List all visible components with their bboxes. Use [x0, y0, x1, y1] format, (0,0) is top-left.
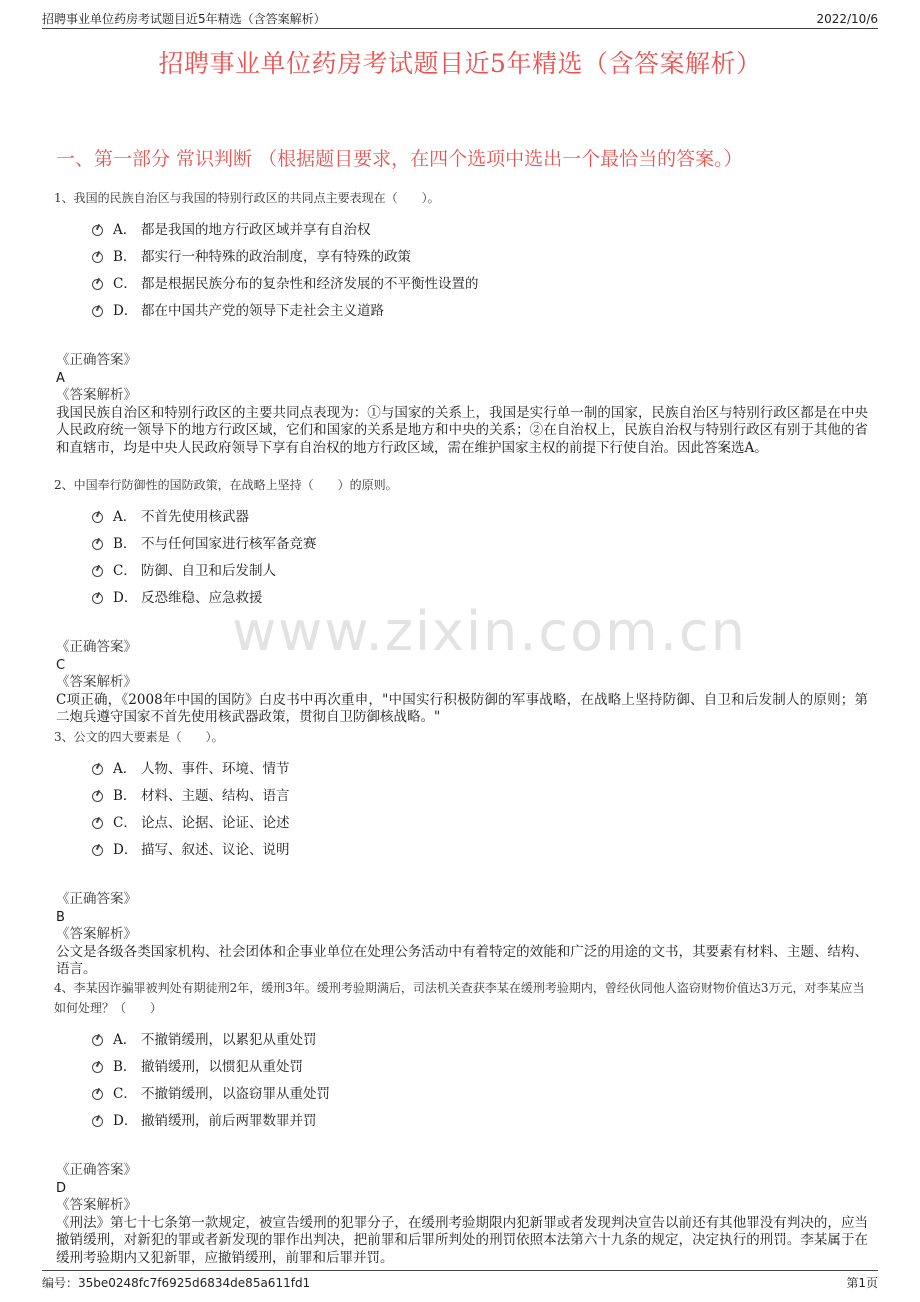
answer-block	[52, 1162, 868, 1267]
option-a[interactable]: A． 不首先使用核武器	[92, 501, 868, 528]
option-c[interactable]: C． 论点、论据、论证、论述	[92, 807, 868, 834]
radio-icon[interactable]	[92, 791, 103, 802]
option-d[interactable]: D． 描写、叙述、议论、说明	[92, 834, 868, 861]
answer-block	[52, 639, 868, 727]
radio-icon[interactable]	[92, 1089, 103, 1100]
radio-icon[interactable]	[92, 1116, 103, 1127]
document-title: 招聘事业单位药房考试题目近5年精选（含答案解析）	[158, 49, 762, 78]
radio-icon[interactable]	[92, 279, 103, 290]
radio-icon[interactable]	[92, 566, 103, 577]
option-b[interactable]: B． 材料、主题、结构、语言	[92, 780, 868, 807]
explanation-label: 《答案解析》	[56, 1197, 137, 1213]
answer-value: A	[56, 370, 65, 386]
explanation-text: C项正确，《2008年中国的国防》白皮书中再次重申，"中国实行积极防御的军事战略，在战略上坚持防御、自卫和后发制人的原则；第二炮兵遵守国家不首先使用核武器政策，贯彻自卫防御核战略。"	[56, 691, 868, 725]
watermark: www.zixin.com.cn	[232, 600, 747, 663]
option-b[interactable]: B． 不与任何国家进行核军备竞赛	[92, 528, 868, 555]
explanation-label: 《答案解析》	[56, 926, 137, 942]
header-date: 2022/10/6	[816, 12, 878, 26]
radio-icon[interactable]	[92, 845, 103, 856]
radio-icon[interactable]	[92, 764, 103, 775]
answer-value: B	[56, 909, 65, 925]
page-footer	[42, 1270, 878, 1289]
option-b[interactable]: B． 撤销缓刑，以惯犯从重处罚	[92, 1051, 868, 1078]
option-c[interactable]: C． 不撤销缓刑，以盗窃罪从重处罚	[92, 1078, 868, 1105]
footer-doc-id: 编号：35be0248fc7f6925d6834de85a611fd1	[42, 1276, 311, 1290]
option-list	[92, 501, 868, 609]
radio-icon[interactable]	[92, 512, 103, 523]
radio-icon[interactable]	[92, 1035, 103, 1046]
option-list	[92, 214, 868, 322]
radio-icon[interactable]	[92, 252, 103, 263]
radio-icon[interactable]	[92, 306, 103, 317]
answer-value: D	[56, 1180, 67, 1196]
option-d[interactable]: D． 撤销缓刑，前后两罪数罪并罚	[92, 1105, 868, 1132]
radio-icon[interactable]	[92, 539, 103, 550]
radio-icon[interactable]	[92, 225, 103, 236]
question-text: 1、我国的民族自治区与我国的特别行政区的共同点主要表现在（ ）。	[54, 191, 440, 205]
option-c[interactable]: C． 防御、自卫和后发制人	[92, 555, 868, 582]
answer-block	[52, 352, 868, 457]
answer-label: 《正确答案》	[56, 1162, 137, 1178]
option-a[interactable]: A． 不撤销缓刑，以累犯从重处罚	[92, 1024, 868, 1051]
answer-value: C	[56, 657, 66, 673]
question-3	[52, 727, 868, 979]
question-2	[52, 475, 868, 727]
option-d[interactable]: D． 都在中国共产党的领导下走社会主义道路	[92, 295, 868, 322]
answer-label: 《正确答案》	[56, 639, 137, 655]
option-d[interactable]: D． 反恐维稳、应急救援	[92, 582, 868, 609]
section-heading: 一、第一部分 常识判断 （根据题目要求，在四个选项中选出一个最恰当的答案。）	[56, 148, 743, 170]
question-4	[52, 978, 868, 1267]
explanation-text: 我国民族自治区和特别行政区的主要共同点表现为：①与国家的关系上，我国是实行单一制的国家，民族自治区与特别行政区都是在中央人民政府统一领导下的地方行政区域，它们和国家的关系是地方和中央的关系；②在自治权上，民族自治权与特别行政区有别于其他的省和直辖市，均是中央人民政府领导下享有自治权的地方行政区域，需在维护国家主权的前提下行使自治。因此答案选A。	[56, 404, 868, 456]
option-a[interactable]: A． 都是我国的地方行政区域并享有自治权	[92, 214, 868, 241]
answer-label: 《正确答案》	[56, 891, 137, 907]
explanation-label: 《答案解析》	[56, 387, 137, 403]
radio-icon[interactable]	[92, 818, 103, 829]
question-text: 2、中国奉行防御性的国防政策，在战略上坚持（ ）的原则。	[54, 478, 398, 492]
explanation-text: 《刑法》第七十七条第一款规定，被宣告缓刑的犯罪分子，在缓刑考验期限内犯新罪或者发现判决宣告以前还有其他罪没有判决的，应当撤销缓刑，对新犯的罪或者新发现的罪作出判决，把前罪和后罪所判处的刑罚依照本法第六十九条的规定，决定执行的刑罚。李某属于在缓刑考验期内又犯新罪，应撤销缓刑，前罪和后罪并罚。	[56, 1214, 868, 1266]
option-c[interactable]: C． 都是根据民族分布的复杂性和经济发展的不平衡性设置的	[92, 268, 868, 295]
radio-icon[interactable]	[92, 1062, 103, 1073]
option-a[interactable]: A． 人物、事件、环境、情节	[92, 753, 868, 780]
explanation-label: 《答案解析》	[56, 674, 137, 690]
explanation-text: 公文是各级各类国家机构、社会团体和企事业单位在处理公务活动中有着特定的效能和广泛的用途的文书，其要素有材料、主题、结构、语言。	[56, 943, 868, 977]
question-text: 4、李某因诈骗罪被判处有期徒刑2年，缓刑3年。缓刑考验期满后，司法机关查获李某在缓刑考验期内，曾经伙同他人盗窃财物价值达3万元，对李某应当如何处理？（ ）	[54, 981, 865, 1015]
question-1	[52, 188, 868, 457]
option-b[interactable]: B． 都实行一种特殊的政治制度，享有特殊的政策	[92, 241, 868, 268]
option-list	[92, 753, 868, 861]
option-list	[92, 1024, 868, 1132]
question-text: 3、公文的四大要素是（ ）。	[54, 730, 224, 744]
header-doc-title: 招聘事业单位药房考试题目近5年精选（含答案解析）	[42, 12, 326, 26]
page-header	[42, 10, 878, 29]
answer-label: 《正确答案》	[56, 352, 137, 368]
answer-block	[52, 891, 868, 979]
radio-icon[interactable]	[92, 593, 103, 604]
footer-page-number: 第1页	[846, 1276, 878, 1290]
